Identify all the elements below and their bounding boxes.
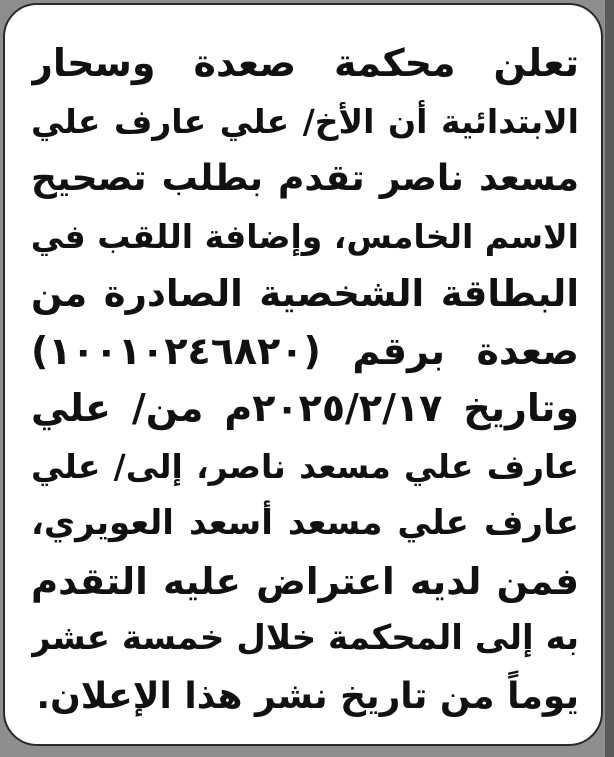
notice-line: صعدة برقم (١٠٠١٠٢٤٦٨٢٠) — [31, 328, 579, 373]
notice-line: عارف علي مسعد ناصر، إلى/ علي — [31, 446, 579, 486]
notice-line: تعلن محكمة صعدة وسحار — [31, 41, 579, 85]
notice-line: البطاقة الشخصية الصادرة من — [31, 272, 579, 315]
notice-frame — [3, 3, 603, 746]
notice-line: الاسم الخامس، وإضافة اللقب في — [31, 216, 579, 256]
notice-line: وتاريخ ٢٠٢٥/٢/١٧م من/ علي — [31, 386, 579, 430]
notice-line: الابتدائية أن الأخ/ علي عارف علي — [31, 101, 579, 141]
page-edge-shadow — [605, 0, 614, 757]
notice-line: عارف علي مسعد أسعد العويري، — [31, 503, 579, 543]
notice-line: يوماً من تاريخ نشر هذا الإعلان. — [36, 675, 579, 717]
court-notice — [31, 35, 579, 725]
notice-line: مسعد ناصر تقدم بطلب تصحيح — [31, 158, 579, 199]
notice-line: فمن لديه اعتراض عليه التقدم — [31, 559, 579, 603]
notice-line: به إلى المحكمة خلال خمسة عشر — [31, 618, 579, 658]
